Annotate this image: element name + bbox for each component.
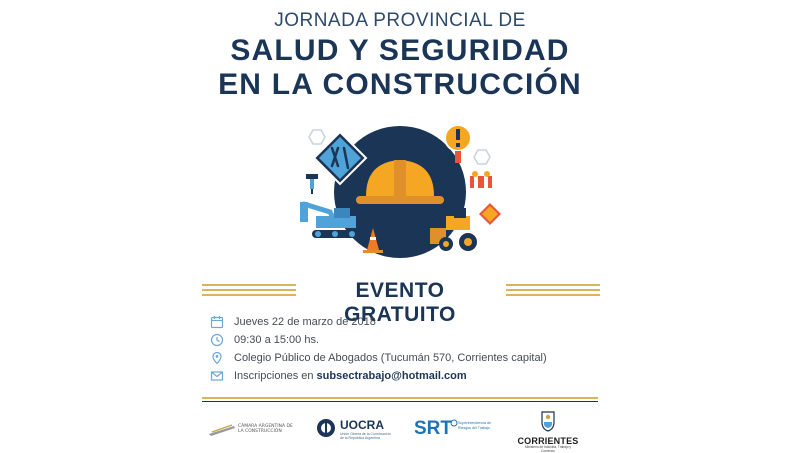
building-crane-icon: [208, 420, 236, 440]
decorative-stripes-left: [202, 284, 296, 296]
uocra-logo: [316, 410, 396, 450]
hexagon-icon: [474, 150, 490, 164]
corrientes-subtitle: Ministerio de Industria, Trabajo y Comercio: [524, 445, 572, 453]
srt-mark-icon: [450, 419, 458, 427]
uocra-emblem-icon: [316, 418, 336, 438]
decorative-stripes-right: [506, 284, 600, 296]
event-time: 09:30 a 15:00 hs.: [234, 334, 320, 346]
envelope-icon: [210, 369, 224, 383]
sign-post-icon: [455, 151, 461, 163]
corrientes-shield-icon: [540, 410, 556, 432]
srt-subtitle: Superintendencia de Riesgos del Trabajo: [458, 421, 491, 430]
location-pin-icon: [210, 351, 224, 365]
srt-logo: [414, 410, 500, 450]
event-time-row: [210, 332, 319, 348]
camara-construccion-logo: [208, 410, 298, 450]
jackhammer-icon: [306, 174, 318, 194]
event-place-row: [210, 350, 547, 366]
footer-rule-gold: [202, 397, 598, 399]
barrier-icon: [470, 171, 492, 188]
srt-name: SRT: [414, 418, 452, 439]
registration-row: [210, 368, 467, 384]
corrientes-logo: [516, 410, 580, 453]
calendar-icon: [210, 315, 224, 329]
warning-icon: [445, 125, 471, 151]
road-sign-icon: [478, 202, 502, 226]
uocra-subtitle: Unión Obrera de la Construcción de la República Argentina: [340, 432, 391, 440]
event-date: Jueves 22 de marzo de 2018: [234, 316, 376, 328]
title-line-1: SALUD Y SEGURIDAD: [230, 34, 570, 67]
camara-name: CÁMARA ARGENTINA DE LA CONSTRUCCIÓN: [238, 424, 293, 434]
free-event-badge: EVENTO GRATUITO: [344, 279, 456, 326]
construction-illustration: [290, 120, 510, 260]
title-line-2: EN LA CONSTRUCCIÓN: [218, 68, 582, 101]
registration-text: [234, 370, 467, 382]
hexagon-icon: [309, 130, 325, 144]
registration-email[interactable]: subsectrabajo@hotmail.com: [316, 370, 467, 382]
registration-prefix: Inscripciones en: [234, 370, 317, 382]
clock-icon: [210, 333, 224, 347]
pretitle: JORNADA PROVINCIAL DE: [274, 10, 526, 31]
corrientes-name: CORRIENTES: [517, 436, 579, 446]
event-date-row: [210, 314, 376, 330]
event-place: Colegio Público de Abogados (Tucumán 570, Corrientes capital): [234, 352, 547, 364]
footer-rule-navy: [202, 401, 598, 402]
uocra-name: UOCRA: [340, 418, 384, 432]
